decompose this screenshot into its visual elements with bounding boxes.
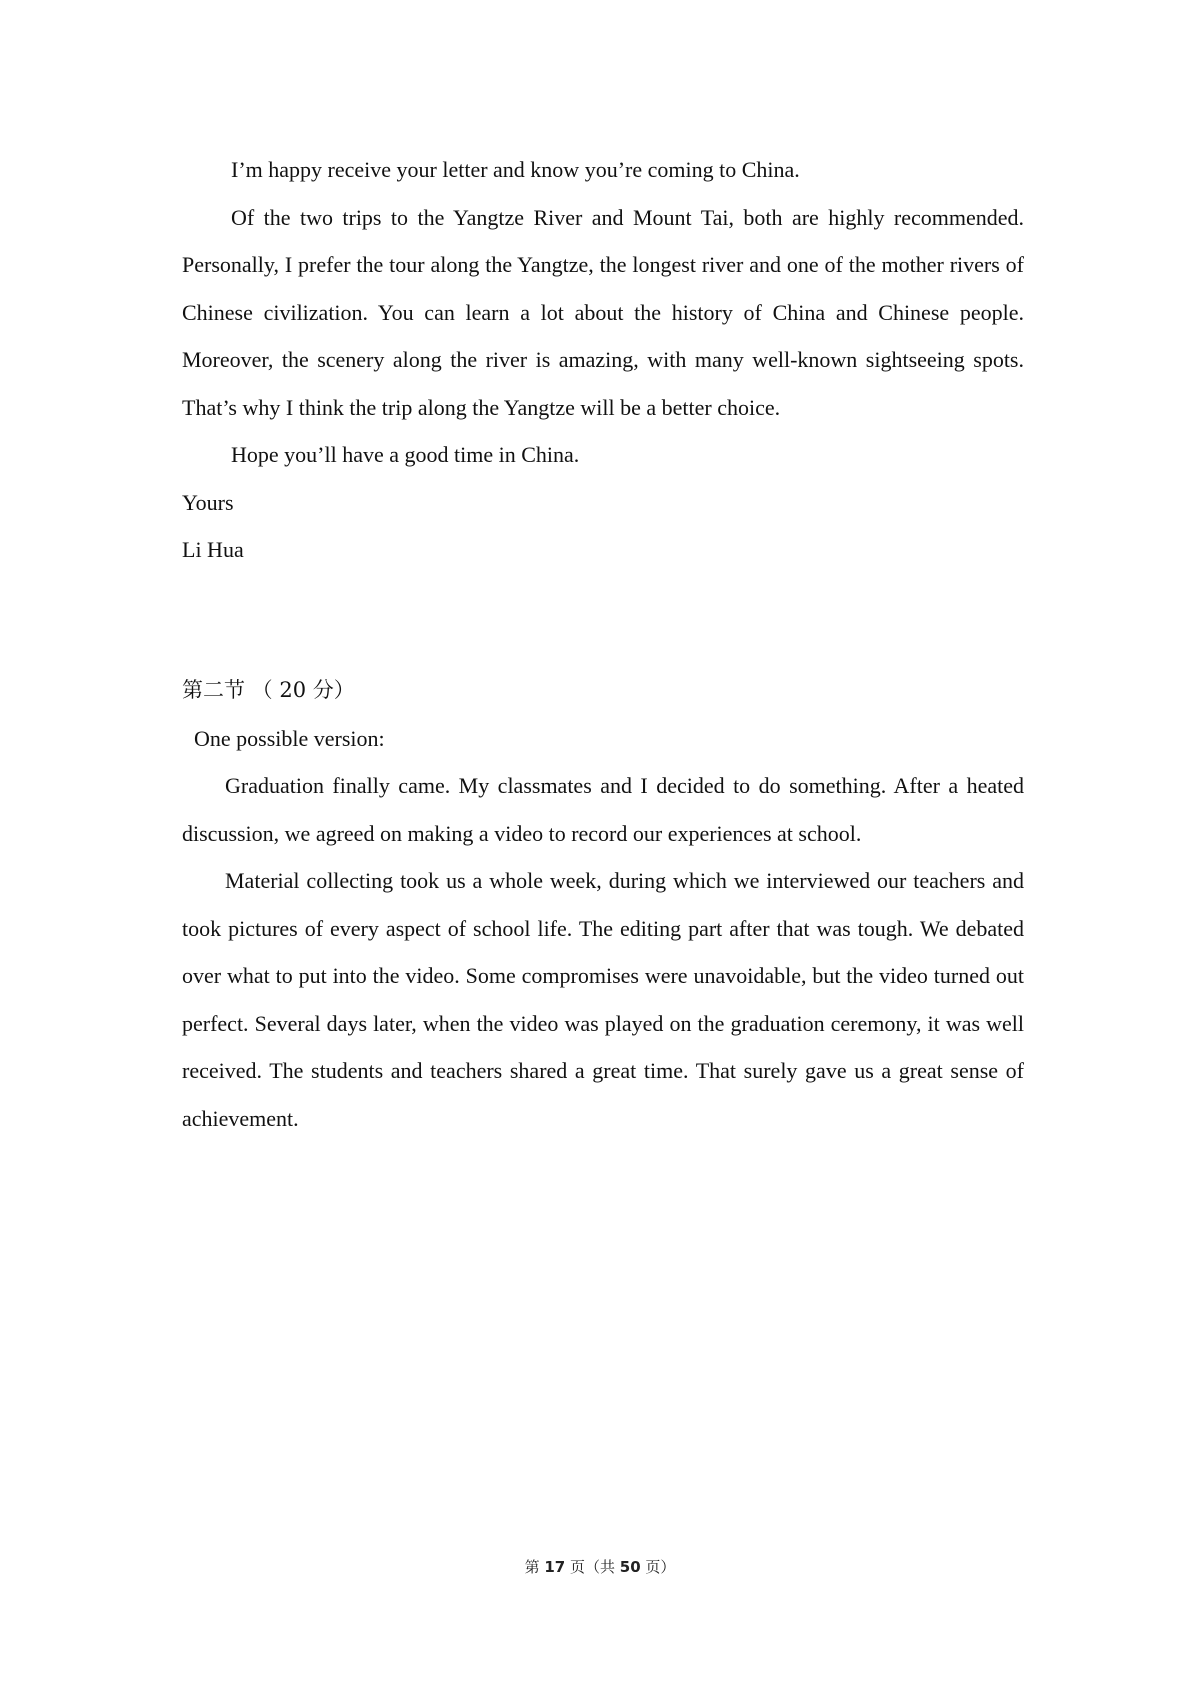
current-page-number: 17 <box>544 1558 566 1576</box>
letter-sign-off: Yours <box>182 489 234 515</box>
letter-opening: I’m happy receive your letter and know you’re coming to China. <box>231 157 800 182</box>
letter-signature: Li Hua <box>182 537 244 562</box>
footer-middle: 页（共 <box>565 1558 620 1576</box>
footer-prefix: 第 <box>524 1558 545 1576</box>
writing-section <box>182 667 1024 1142</box>
letter-body: Of the two trips to the Yangtze River and Mount Tai, both are highly recommended. Personally, I prefer the tour along the Yangtze, the longest river and one of the mother rivers of Chinese civilization. You can learn a lot about the history of China and Chinese people. Moreover, the scenery along the river is amazing, with many well-known sightseeing spots. That’s why I think the trip along the Yangtze will be a better choice. <box>182 204 1024 420</box>
total-page-count: 50 <box>619 1558 641 1576</box>
essay-paragraph-1: Graduation finally came. My classmates and I decided to do something. After a heated discussion, we agreed on making a video to record our experiences at school. <box>182 773 1024 846</box>
section-heading: 第二节 （ 20 分） <box>182 678 355 702</box>
version-label: One possible version: <box>194 725 385 751</box>
letter-section <box>182 146 1024 574</box>
page-number-footer <box>0 1556 1200 1577</box>
footer-suffix: 页） <box>640 1558 676 1576</box>
essay-paragraph-2: Material collecting took us a whole week, during which we interviewed our teachers and took pictures of every aspect of school life. The editing part after that was tough. We debated over what to put into the video. Some compromises were unavoidable, but the video turned out perfect. Several days later, when the video was played on the graduation ceremony, it was well received. The students and teachers shared a great time. That surely gave us a great sense of achievement. <box>182 868 1024 1131</box>
letter-closing-wish: Hope you’ll have a good time in China. <box>231 442 580 467</box>
